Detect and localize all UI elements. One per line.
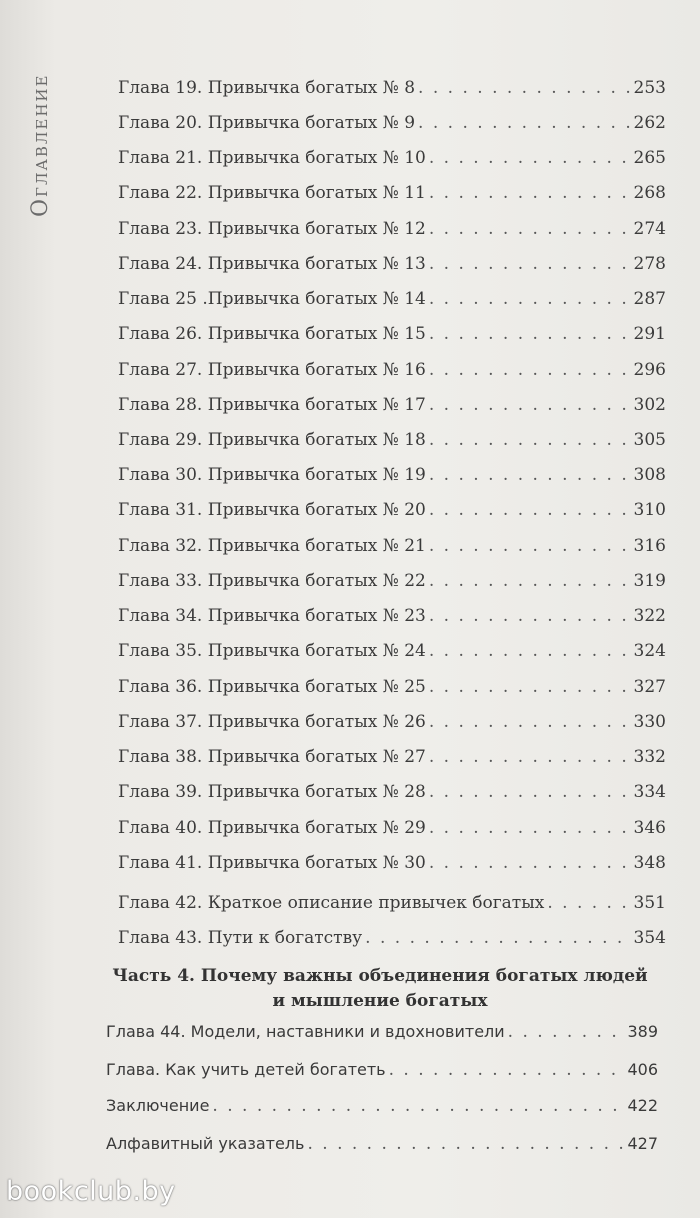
dot-leader (429, 219, 631, 239)
dot-leader (429, 747, 631, 767)
dot-leader (429, 360, 631, 380)
toc-entry (118, 148, 666, 168)
dot-leader (365, 928, 630, 948)
toc-entry (118, 536, 666, 556)
toc-entry (118, 677, 666, 697)
dot-leader (429, 571, 631, 591)
toc-entry-label: Глава 34. Привычка богатых № 23 (118, 606, 426, 626)
toc-entry (118, 219, 666, 239)
toc-entry (118, 747, 666, 767)
dot-leader (429, 183, 631, 203)
toc-entry (106, 1060, 658, 1080)
toc-entry (118, 113, 666, 133)
toc-entry-page: 253 (633, 78, 666, 98)
dot-leader (429, 324, 631, 344)
toc-entry-label: Глава. Как учить детей богатеть (106, 1060, 386, 1079)
toc-entry (118, 78, 666, 98)
dot-leader (429, 289, 631, 309)
part-heading-line-2: и мышление богатых (272, 991, 488, 1011)
dot-leader (547, 893, 630, 913)
toc-entry-label: Глава 26. Привычка богатых № 15 (118, 324, 426, 344)
toc-entry-page: 327 (633, 677, 666, 697)
toc-entry-page: 330 (633, 712, 666, 732)
toc-entry-label: Глава 32. Привычка богатых № 21 (118, 536, 426, 556)
toc-entry-label: Глава 33. Привычка богатых № 22 (118, 571, 426, 591)
watermark: bookclub.by (6, 1176, 176, 1207)
toc-entry-label: Глава 20. Привычка богатых № 9 (118, 113, 416, 133)
dot-leader (429, 254, 631, 274)
toc-entry-page: 351 (633, 893, 666, 913)
toc-entry-page: 348 (633, 853, 666, 873)
toc-entry-label: Глава 19. Привычка богатых № 8 (118, 78, 416, 98)
toc-entry-page: 291 (633, 324, 666, 344)
toc-entry-label: Алфавитный указатель (106, 1134, 305, 1153)
dot-leader (429, 818, 631, 838)
running-head: Оглавление (28, 74, 53, 218)
dot-leader (429, 782, 631, 802)
toc-entry (118, 853, 666, 873)
toc-entry (118, 430, 666, 450)
toc-entry-page: 310 (633, 500, 666, 520)
dot-leader (508, 1022, 625, 1042)
toc-entry-label: Глава 42. Краткое описание привычек богатых (118, 893, 545, 913)
toc-entry (118, 641, 666, 661)
part-heading-line-1: Часть 4. Почему важны объединения богатых людей (112, 966, 648, 986)
toc-entry (118, 465, 666, 485)
dot-leader (429, 606, 631, 626)
toc-entry-page: 278 (633, 254, 666, 274)
toc-entry-page: 322 (633, 606, 666, 626)
toc-entry-label: Глава 44. Модели, наставники и вдохновители (106, 1022, 505, 1041)
toc-entry (118, 254, 666, 274)
toc-entry (118, 183, 666, 203)
toc-entry-label: Глава 21. Привычка богатых № 10 (118, 148, 426, 168)
toc-entry-label: Глава 27. Привычка богатых № 16 (118, 360, 426, 380)
toc-entry-label: Глава 25 .Привычка богатых № 14 (118, 289, 426, 309)
toc-entry-label: Глава 40. Привычка богатых № 29 (118, 818, 426, 838)
dot-leader (389, 1060, 625, 1080)
toc-entry-page: 346 (633, 818, 666, 838)
part-heading (110, 964, 650, 1014)
toc-entry (118, 395, 666, 415)
toc-entry (106, 1022, 658, 1042)
toc-entry-page: 316 (633, 536, 666, 556)
dot-leader (429, 853, 631, 873)
toc-entry-label: Заключение (106, 1096, 210, 1115)
toc-entry-page: 427 (627, 1134, 658, 1153)
toc-entry-label: Глава 24. Привычка богатых № 13 (118, 254, 426, 274)
toc-entry (118, 782, 666, 802)
dot-leader (429, 641, 631, 661)
toc-entry-label: Глава 39. Привычка богатых № 28 (118, 782, 426, 802)
toc-entry-label: Глава 31. Привычка богатых № 20 (118, 500, 426, 520)
dot-leader (418, 113, 631, 133)
toc-entry (118, 571, 666, 591)
toc-entry-page: 265 (633, 148, 666, 168)
toc-entry-page: 268 (633, 183, 666, 203)
toc-entry-page: 319 (633, 571, 666, 591)
toc-entry (118, 606, 666, 626)
dot-leader (429, 500, 631, 520)
toc-entry-page: 354 (633, 928, 666, 948)
toc-entry-page: 324 (633, 641, 666, 661)
toc-entry-page: 389 (627, 1022, 658, 1041)
toc-entry-page: 422 (627, 1096, 658, 1115)
toc-entry-label: Глава 36. Привычка богатых № 25 (118, 677, 426, 697)
toc-entry (118, 500, 666, 520)
toc-entry (118, 360, 666, 380)
toc-entry-label: Глава 29. Привычка богатых № 18 (118, 430, 426, 450)
toc-entry (118, 712, 666, 732)
dot-leader (307, 1134, 624, 1154)
dot-leader (429, 536, 631, 556)
toc-entry (118, 893, 666, 913)
toc-entry-label: Глава 28. Привычка богатых № 17 (118, 395, 426, 415)
toc-entry (118, 928, 666, 948)
toc-entry-label: Глава 35. Привычка богатых № 24 (118, 641, 426, 661)
dot-leader (429, 677, 631, 697)
toc-entry-label: Глава 30. Привычка богатых № 19 (118, 465, 426, 485)
toc-entry-page: 296 (633, 360, 666, 380)
dot-leader (429, 712, 631, 732)
toc-entry-page: 334 (633, 782, 666, 802)
toc-entry-label: Глава 23. Привычка богатых № 12 (118, 219, 426, 239)
dot-leader (429, 465, 631, 485)
dot-leader (212, 1096, 624, 1116)
toc-entry-label: Глава 43. Пути к богатству (118, 928, 363, 948)
toc-entry (106, 1134, 658, 1154)
toc-entry-label: Глава 41. Привычка богатых № 30 (118, 853, 426, 873)
toc-entry-page: 287 (633, 289, 666, 309)
dot-leader (429, 395, 631, 415)
toc-entry (118, 324, 666, 344)
dot-leader (429, 430, 631, 450)
toc-entry-label: Глава 38. Привычка богатых № 27 (118, 747, 426, 767)
toc-entry-page: 406 (627, 1060, 658, 1079)
toc-entry-page: 308 (633, 465, 666, 485)
dot-leader (429, 148, 631, 168)
toc-entry-label: Глава 37. Привычка богатых № 26 (118, 712, 426, 732)
toc-entry-page: 302 (633, 395, 666, 415)
toc-entry-page: 262 (633, 113, 666, 133)
toc-entry-page: 332 (633, 747, 666, 767)
toc-entry-page: 274 (633, 219, 666, 239)
toc-entry (118, 289, 666, 309)
dot-leader (418, 78, 631, 98)
toc-entry-page: 305 (633, 430, 666, 450)
toc-entry (106, 1096, 658, 1116)
toc-entry-label: Глава 22. Привычка богатых № 11 (118, 183, 426, 203)
toc-entry (118, 818, 666, 838)
